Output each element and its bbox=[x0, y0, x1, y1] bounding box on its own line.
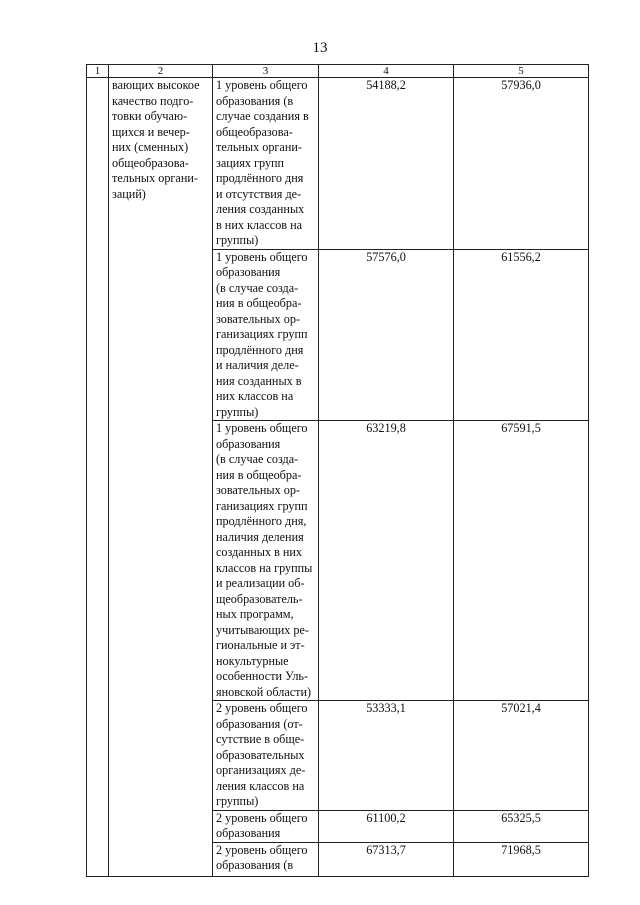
text-line: в них классов на bbox=[216, 217, 303, 232]
text-line: товки обучаю- bbox=[112, 109, 188, 123]
text-line: 2 уровень общего bbox=[216, 810, 308, 825]
column-header-3: 3 bbox=[213, 65, 319, 78]
text-line: образовательных bbox=[216, 747, 305, 762]
value-col4-cell: 57576,0 bbox=[319, 249, 454, 421]
organization-type-cell bbox=[109, 78, 213, 877]
text-line: зациях групп bbox=[216, 155, 285, 170]
education-level-cell bbox=[213, 701, 319, 811]
text-line: сутствие в обще- bbox=[216, 732, 305, 746]
text-line: продлённого дня bbox=[216, 342, 304, 357]
text-line: 2 уровень общего bbox=[216, 701, 308, 715]
text-line: тельных органи- bbox=[112, 171, 198, 185]
text-line: нокультурные bbox=[216, 653, 289, 668]
value-col4-cell: 54188,2 bbox=[319, 78, 454, 250]
text-line: продлённого дня bbox=[216, 171, 304, 185]
column-header-4: 4 bbox=[319, 65, 454, 78]
value-col5-cell: 57936,0 bbox=[454, 78, 589, 250]
text-line: 1 уровень общего bbox=[216, 249, 308, 264]
column-header-2: 2 bbox=[109, 65, 213, 78]
text-line: ния созданных в bbox=[216, 373, 302, 388]
text-line: заций) bbox=[112, 186, 146, 201]
value-col5-cell: 61556,2 bbox=[454, 249, 589, 421]
text-line: ных программ, bbox=[216, 607, 294, 621]
value-col5-cell: 67591,5 bbox=[454, 421, 589, 701]
text-line: них классов на bbox=[216, 389, 294, 403]
text-line: ления созданных bbox=[216, 202, 305, 216]
text-line: щеобразователь- bbox=[216, 591, 303, 606]
value-col4-cell: 67313,7 bbox=[319, 842, 454, 876]
value-col4-cell: 61100,2 bbox=[319, 810, 454, 842]
education-level-cell bbox=[213, 249, 319, 421]
text-line: ганизациях групп bbox=[216, 498, 308, 513]
text-line: 1 уровень общего bbox=[216, 78, 308, 92]
text-line: и отсутствия де- bbox=[216, 186, 302, 201]
text-line: качество подго- bbox=[112, 93, 194, 108]
text-line: общеобразова- bbox=[112, 155, 189, 170]
text-line: образования (в bbox=[216, 93, 294, 108]
text-line: и наличия деле- bbox=[216, 358, 299, 372]
text-line: зовательных ор- bbox=[216, 311, 300, 326]
education-level-cell bbox=[213, 421, 319, 701]
text-line: (в случае созда- bbox=[216, 280, 299, 295]
text-line: образования (в bbox=[216, 858, 294, 872]
education-level-cell bbox=[213, 842, 319, 876]
text-line: ния в общеобра- bbox=[216, 467, 302, 482]
text-line: вающих высокое bbox=[112, 78, 200, 92]
text-line: общеобразова- bbox=[216, 124, 293, 139]
text-line: яновской области) bbox=[216, 684, 312, 699]
text-line: созданных в них bbox=[216, 545, 303, 559]
text-line: группы) bbox=[216, 233, 259, 247]
tariff-table bbox=[86, 64, 589, 877]
text-line: образования bbox=[216, 265, 281, 279]
text-line: случае создания в bbox=[216, 109, 309, 123]
text-line: 2 уровень общего bbox=[216, 842, 308, 857]
table-row bbox=[87, 78, 589, 250]
value-col5-cell: 57021,4 bbox=[454, 701, 589, 811]
text-line: и реализации об- bbox=[216, 576, 305, 590]
table-header-row bbox=[87, 65, 589, 78]
text-line: гиональные и эт- bbox=[216, 638, 305, 652]
text-line: щихся и вечер- bbox=[112, 124, 190, 139]
value-col5-cell: 65325,5 bbox=[454, 810, 589, 842]
text-line: зовательных ор- bbox=[216, 483, 300, 497]
text-line: группы) bbox=[216, 794, 259, 808]
text-line: 1 уровень общего bbox=[216, 421, 308, 435]
text-line: образования bbox=[216, 436, 281, 451]
text-line: ления классов на bbox=[216, 778, 305, 793]
page-number: 13 bbox=[312, 40, 328, 56]
text-line: учитывающих ре- bbox=[216, 622, 309, 637]
text-line: образования bbox=[216, 826, 281, 840]
text-line: образования (от- bbox=[216, 716, 303, 731]
text-line: (в случае созда- bbox=[216, 452, 299, 466]
text-line: группы) bbox=[216, 404, 259, 419]
column-header-1: 1 bbox=[87, 65, 109, 78]
text-line: организациях де- bbox=[216, 763, 306, 777]
text-line: ганизациях групп bbox=[216, 327, 308, 341]
text-line: них (сменных) bbox=[112, 140, 189, 154]
text-line: тельных органи- bbox=[216, 140, 302, 154]
value-col5-cell: 71968,5 bbox=[454, 842, 589, 876]
text-line: ния в общеобра- bbox=[216, 296, 302, 310]
education-level-cell bbox=[213, 810, 319, 842]
column-header-5: 5 bbox=[454, 65, 589, 78]
text-line: продлённого дня, bbox=[216, 514, 307, 528]
value-col4-cell: 63219,8 bbox=[319, 421, 454, 701]
column-1-cell bbox=[87, 78, 109, 877]
text-line: особенности Уль- bbox=[216, 669, 309, 683]
value-col4-cell: 53333,1 bbox=[319, 701, 454, 811]
education-level-cell bbox=[213, 78, 319, 250]
text-line: классов на группы bbox=[216, 560, 313, 575]
text-line: наличия деления bbox=[216, 529, 304, 544]
